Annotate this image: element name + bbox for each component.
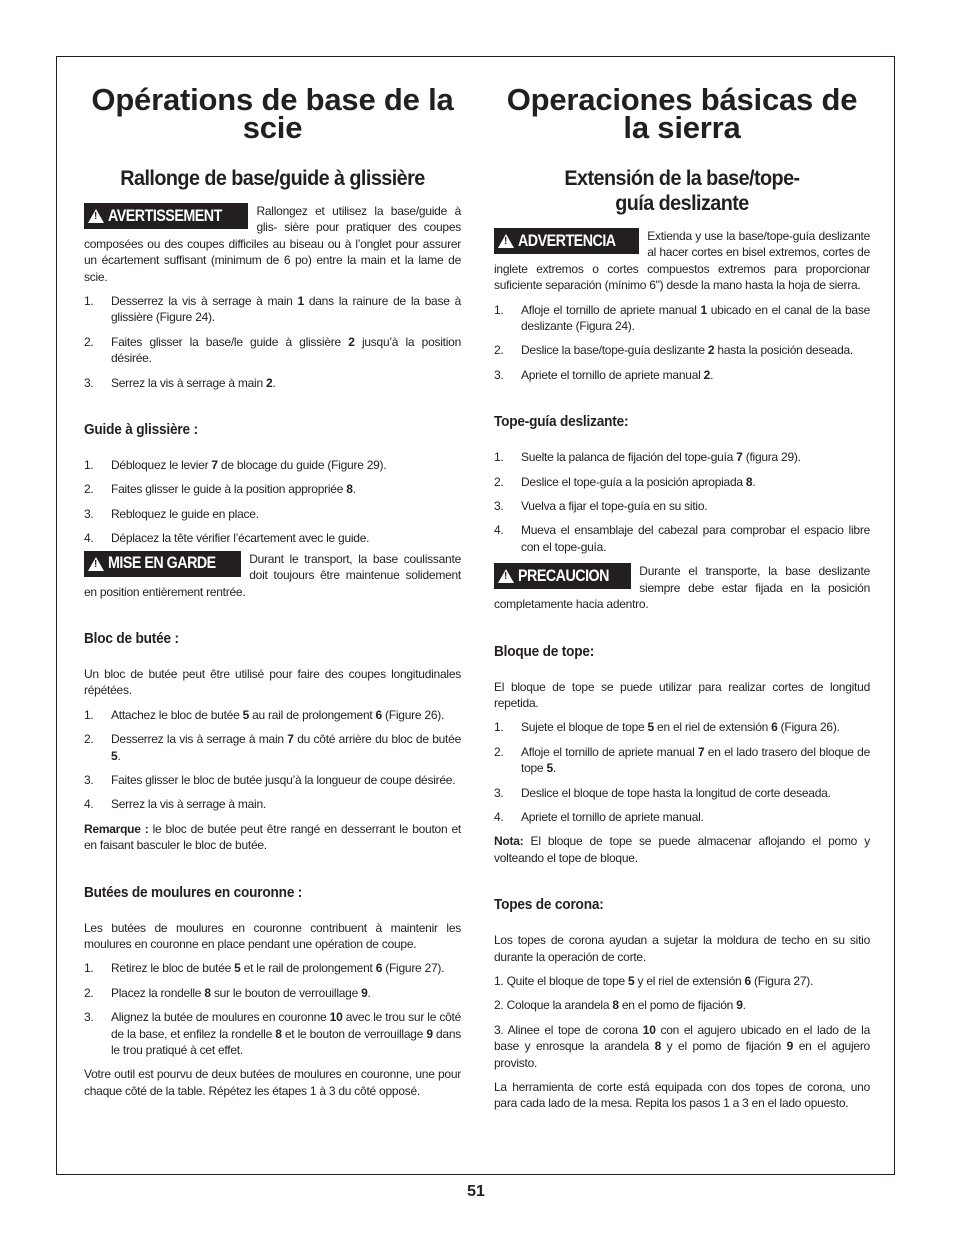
left-section3-intro: Un bloc de butée peut être utilisé pour faire des coupes longitudinales répétées.	[84, 666, 461, 698]
left-section4-outro: Votre outil est pourvu de deux butées de moulures en couronne, une pour chaque côté de la table. Répétez les étapes 1 à 3 du côté opposé.	[84, 1067, 461, 1098]
list-item: 1. Attachez le bloc de butée 5 au rail de prolongement 6 (Figure 26).	[84, 707, 445, 722]
right-section2-heading: Tope-guía deslizante:	[494, 414, 629, 431]
left-section2-steps	[84, 457, 461, 547]
warning-precaucion	[494, 563, 870, 612]
list-item: 4. Mueva el ensamblaje del cabezal para comprobar el espacio libre con el tope-guía.	[494, 523, 870, 554]
right-section4-intro: Los topes de corona ayudan a sujetar la moldura de techo en su sitio durante la operación de corte.	[494, 933, 870, 964]
right-section4-outro: La herramienta de corte está equipada con dos topes de corona, uno para cada lado de la mesa. Repita los pasos 1 a 3 en el lado opuesto.	[494, 1080, 870, 1111]
left-section3-steps	[84, 707, 461, 813]
warning-triangle-icon	[498, 569, 514, 583]
left-section4-steps	[84, 960, 461, 1058]
list-item: 1. Sujete el bloque de tope 5 en el riel de extensión 6 (Figura 26).	[494, 720, 840, 735]
list-item: 3. Deslice el bloque de tope hasta la longitud de corte deseada.	[494, 785, 831, 800]
left-section1-heading: Rallonge de base/guide à glissière	[120, 166, 425, 190]
list-item: 1. Retirez le bloc de butée 5 et le rail de prolongement 6 (Figure 27).	[84, 961, 445, 976]
right-title: Operaciones básicas de la sierra	[506, 82, 858, 145]
right-section3-steps	[494, 719, 870, 825]
warning-triangle-icon	[88, 557, 104, 571]
list-item: 4. Apriete el tornillo de apriete manual.	[494, 809, 704, 824]
left-section3-note: Remarque : le bloc de butée peut être rangé en desserrant le bouton et en faisant basculer le bloc de butée.	[84, 821, 461, 853]
list-item: 4. Déplacez la tête vérifier l’écartement avec le guide.	[84, 531, 370, 546]
list-item: 2. Faites glisser le guide à la position appropriée 8.	[84, 482, 356, 497]
page-number: 51	[467, 1183, 485, 1200]
right-section3-note: Nota: El bloque de tope se puede almacenar aflojando el pomo y volteando el tope de bloque.	[494, 834, 870, 865]
warning-text: Durant le transport, la base coulissante doit toujours être maintenue solidement en position entièrement rentrée.	[84, 551, 461, 599]
right-section3-intro: El bloque de tope se puede utilizar para realizar cortes de longitud repetida.	[494, 679, 870, 710]
warning-badge: ! AVERTISSEMENT	[84, 203, 248, 229]
list-item: 3. Apriete el tornillo de apriete manual 2.	[494, 367, 714, 382]
list-item: 3. Vuelva a fijar el tope-guía en su sitio.	[494, 499, 708, 514]
left-section3-heading: Bloc de butée :	[84, 630, 179, 647]
list-item: 2. Deslice la base/tope-guía deslizante 2 hasta la posición deseada.	[494, 343, 853, 358]
warning-badge: ! ADVERTENCIA	[494, 228, 639, 254]
list-item: 3. Serrez la vis à serrage à main 2.	[84, 375, 276, 390]
list-item: 3. Rebloquez le guide en place.	[84, 506, 259, 521]
list-item: 1. Débloquez le levier 7 de blocage du guide (Figure 29).	[84, 458, 387, 473]
list-item: 2. Afloje el tornillo de apriete manual 7 en el lado trasero del bloque de tope 5.	[494, 744, 870, 776]
list-item: 3. Faites glisser le bloc de butée jusqu’à la longueur de coupe désirée.	[84, 772, 456, 787]
list-item: 1. Afloje el tornillo de apriete manual 1 ubicado en el canal de la base deslizante (Figura 24).	[494, 302, 870, 334]
right-section3-heading: Bloque de tope:	[494, 643, 595, 660]
left-section2-heading: Guide à glissière :	[84, 422, 198, 439]
page-frame	[56, 56, 895, 1175]
list-item: 2. Deslice el tope-guía a la posición apropiada 8.	[494, 474, 756, 489]
right-section2-steps	[494, 449, 870, 555]
right-section4-step2: 2. Coloque la arandela 8 en el pomo de fijación 9.	[494, 998, 746, 1013]
list-item: 3. Alignez la butée de moulures en couronne 10 avec le trou sur le côté de la base, et enfilez la rondelle 8 et le bouton de verrouillage 9 dans le trou pratiqué à cet effet.	[84, 1010, 461, 1057]
warning-badge: ! PRECAUCION	[494, 563, 631, 589]
list-item: 2. Desserrez la vis à serrage à main 7 du côté arrière du bloc de butée 5.	[84, 732, 461, 763]
warning-text: Rallongez et utilisez la base/guide à glis- sière pour pratiquer des coupes composées ou des coupes difficiles au biseau ou à l’onglet pour assurer un écartement suffisant (minimum de 6 po) entre la main et la lame de scie.	[84, 204, 461, 284]
warning-mise-en-garde	[84, 551, 461, 600]
warning-avertissement	[84, 203, 461, 285]
right-section1-steps	[494, 302, 870, 384]
right-section4-step3: 3. Alinee el tope de corona 10 con el agujero ubicado en el lado de la base y enrosque la arandela 8 y el pomo de fijación 9 en el agujero provisto.	[494, 1022, 870, 1070]
list-item: 1. Desserrez la vis à serrage à main 1 dans la rainure de la base à glissière (Figure 24).	[84, 294, 461, 325]
left-title: Opérations de base de la scie	[91, 82, 454, 145]
right-section4-step1: 1. Quite el bloque de tope 5 y el riel de extensión 6 (Figura 27).	[494, 973, 814, 988]
warning-text: Durante el transporte, la base deslizante siempre debe estar fijada en la posición completamente hacia adentro.	[494, 564, 870, 612]
warning-badge: ! MISE EN GARDE	[84, 551, 241, 577]
right-column	[494, 57, 870, 1112]
left-section4-intro: Les butées de moulures en couronne contribuent à maintenir les moulures en couronne en place pendant une opération de coupe.	[84, 920, 461, 951]
right-section4-heading: Topes de corona:	[494, 897, 604, 914]
right-section1-heading: Extensión de la base/tope-guía deslizante	[564, 166, 800, 215]
left-column	[84, 57, 461, 1099]
warning-triangle-icon	[88, 209, 104, 223]
list-item: 1. Suelte la palanca de fijación del tope-guía 7 (figura 29).	[494, 450, 801, 465]
warning-advertencia	[494, 228, 870, 294]
left-section1-steps	[84, 293, 461, 391]
list-item: 2. Placez la rondelle 8 sur le bouton de verrouillage 9.	[84, 985, 371, 1000]
left-section4-heading: Butées de moulures en couronne :	[84, 884, 303, 901]
warning-triangle-icon	[498, 234, 514, 248]
list-item: 4. Serrez la vis à serrage à main.	[84, 797, 266, 812]
list-item: 2. Faites glisser la base/le guide à glissière 2 jusqu’à la position désirée.	[84, 334, 462, 366]
warning-text: Extienda y use la base/tope-guía deslizante al hacer cortes en bisel extremos, cortes de inglete extremos o cortes compuestos extremos para proporcionar suficiente separación (mínimo 6") desde la mano hasta la hoja de sierra.	[494, 229, 870, 293]
